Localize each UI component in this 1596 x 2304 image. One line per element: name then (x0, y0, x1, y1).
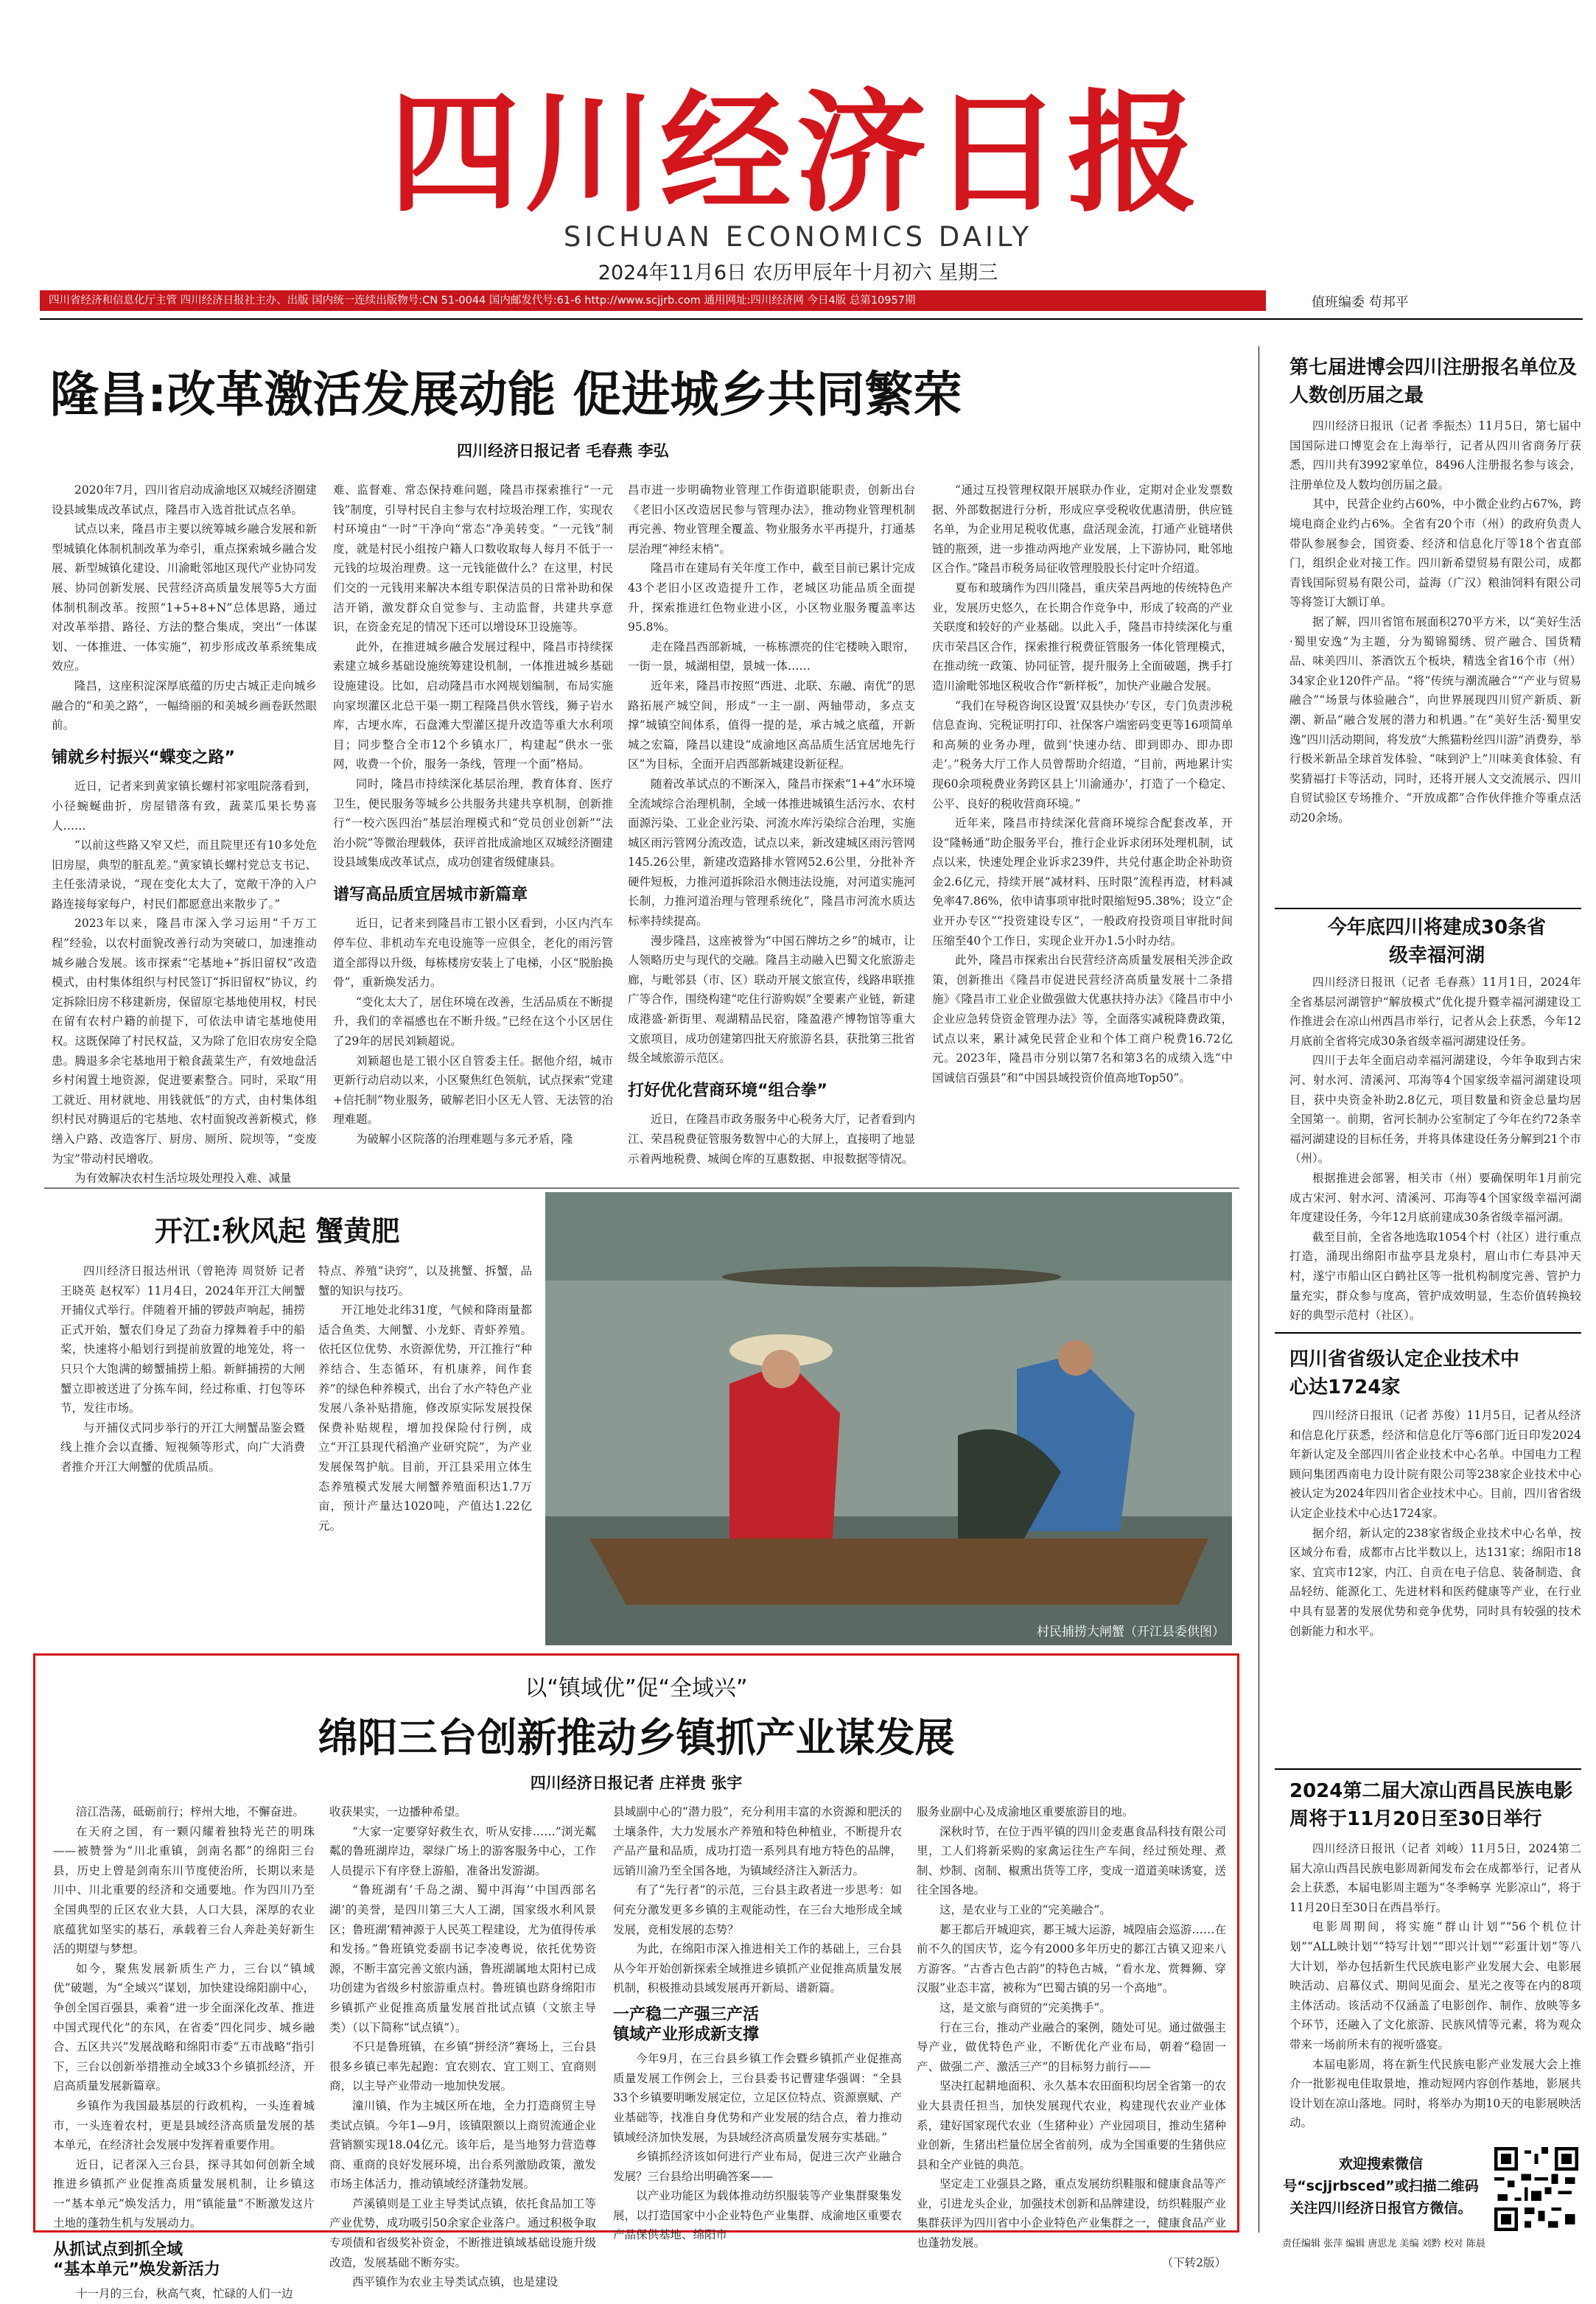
kaijiang-paragraph: 开江地处北纬31度，气候和降雨量都适合鱼类、大闸蟹、小龙虾、青虾养殖。依托区位优势、水资源优势，开江推行“种养结合、生态循环，有机康养，间作套养”的绿色种养模式，出台了水产特色产业发展八条补贴措施，修改原实际发展投保保费补贴规程，增加投保险付行例，成立“开江县现代稻渔产业研究院”，为产业发展保驾护航。目前，开江县采用立体生态养殖模式发展大闸蟹养殖面积达1.7万亩，预计产量达1020吨，产值达1.22亿元。 (318, 1303, 532, 1533)
santai-subhead: 镇域产业形成新支撑 (613, 2025, 760, 2044)
santai-paragraph: 涪江浩荡，砥砺前行；梓州大地，不懈奋进。 (76, 1805, 305, 1818)
news-paragraph: 根据推进会部署，相关市（州）要确保明年1月前完成古宋河、射水河、清溪河、邛海等4个国家级幸福河湖年度建设任务，今年12月底前建成30条省级幸福河湖。 (1289, 1171, 1581, 1225)
santai-subhead: “基本单元”焕发新活力 (53, 2260, 220, 2279)
news-paragraph: 四川经济日报讯（记者 苏俊）11月5日，记者从经济和信息化厅获悉，经济和信息化厅等6部门近日印发2024年新认定及全部四川省企业技术中心名单。中国电力工程顾问集团西南电力设计院有限公司等238家企业技术中心被认定为2024年四川省企业技术中心。目前，四川省省级认定企业技术中心达1724家。 (1289, 1409, 1581, 1520)
lead-paragraph: 隆昌，这座积淀深厚底蕴的历史古城正走向城乡融合的“和美之路”，一幅绮丽的和美城乡画卷跃然眼前。 (52, 679, 317, 732)
news3-headline: 四川省省级认定企业技术中心达1724家 (1289, 1348, 1520, 1398)
masthead-title-graphic (389, 70, 1203, 232)
santai-column-3 (613, 1802, 902, 2242)
lead-paragraph: 近年来，隆昌市持续深化营商环境综合配套改革，开设“隆畅通”助企服务平台，推行企业诉求闭环处理机制，试点以来，快速处理企业诉求239件，共兑付惠企助企补助资金2.6亿元，持续开展“减材料、压时限”流程再造，材料减免率47.86%，依申请事项审批时限缩短95.38%；设立“企业开办专区”“投资建设专区”，一般政府投资项目审批时间压缩至40个工作日，实现企业开办1.5小时办结。 (932, 816, 1233, 948)
lead-paragraph: 近日，记者来到隆昌市工银小区看到，小区内汽车停车位、非机动车充电设施等一应俱全，老化的雨污管道全部得以升级，每栋楼房安装上了电梯，小区“脱胎换骨”，重新焕发活力。 (333, 917, 613, 990)
santai-paragraph: 十一月的三台，秋高气爽，忙碌的人们一边 (76, 2287, 293, 2301)
top-rule (40, 318, 1583, 320)
kaijiang-paragraph: 特点、养殖“诀窍”，以及挑蟹、拆蟹，品蟹的知识与技巧。 (318, 1264, 532, 1298)
news-paragraph: 据介绍，新认定的238家省级企业技术中心名单，按区域分布看，成都市占比半数以上，达131家；绵阳市18家、宜宾市12家，内江、自贡在电子信息、装备制造、食品轻纺、能源化工、先进材料和医药健康等产业，在行业中具有显著的发展优势和竞争优势，同时具有较强的技术创新能力和水平。 (1289, 1526, 1581, 1638)
santai-paragraph: 芦溪镇则是工业主导类试点镇，依托食品加工等产业优势，成功吸引50余家企业落户。通过积极争取专项债和省级奖补资金，不断推进镇域基础设施升级改造，发展基础不断夯实。 (329, 2196, 596, 2269)
kaijiang-headline: 开江:秋风起 蟹黄肥 (155, 1215, 400, 1247)
santai-paragraph: 有了“先行者”的示范，三台县主政者进一步思考：如何充分激发更多乡镇的主观能动性，在三台大地形成全域发展，竞相发展的态势？ (613, 1883, 902, 1936)
santai-paragraph: 西平镇作为农业主导类试点镇，也是建设 (352, 2275, 559, 2289)
santai-paragraph: 乡镇抓经济该如何进行产业布局，促进三次产业融合发展？三台县给出明确答案—— (613, 2150, 902, 2183)
news1-body (1289, 416, 1581, 906)
lead-paragraph: 试点以来，隆昌市主要以统筹城乡融合发展和新型城镇化体制机制改革为牵引，重点探索城乡融合发展、新型城镇化建设、川渝毗邻地区现代产业协同发展、协同创新发展、民营经济高质量发展等5大方面体制机制改革。按照“1+5+8+N”总体思路，通过对改革举措、路径、方法的整合集成，突出“一体谋划、一体推进、一体实施”，初步形成改革系统集成效应。 (52, 522, 317, 673)
kaijiang-paragraph: 四川经济日报达州讯（曾艳涛 周贤娇 记者 王晓英 赵权军）11月4日，2024年开江大闸蟹开捕仪式举行。伴随着开捕的锣鼓声响起，捕捞正式开始，蟹农们身足了劲奋力撑舞着手中的船桨，快速将小船划行到提前放置的地笼处，将一只只个大饱满的螃蟹捕捞上船。新鲜捕捞的大闸蟹立即被送进了分拣车间，经过称重、打包等环节，发往市场。 (60, 1264, 305, 1415)
santai-paragraph: 不只是鲁班镇，在乡镇“拼经济”赛场上，三台县很多乡镇已率先起跑：宜农则农、宜工则工、宜商则商，以主导产业带动一地加快发展。 (329, 2040, 596, 2093)
lead-paragraph: 同时，隆昌市持续深化基层治理，教育体育、医疗卫生，便民服务等城乡公共服务共建共享机制，创新推行“一校六医四治”基层治理模式和“党员创业创新”“法治小院”等微治理载体，获评首批成渝地区双城经济圈建设县域集成改革试点，成功创建省级健康县。 (333, 777, 613, 869)
santai-paragraph: 行在三台，推动产业融合的案例，随处可见。通过做强主导产业，做优特色产业，不断优化产业布局，朝着“稳固一产、做强二产、激活三产”的目标努力前行—— (917, 2020, 1226, 2073)
santai-paragraph: 乡镇作为我国最基层的行政机构，一头连着城市，一头连着农村，更是县域经济高质量发展的基本单元，在经济社会发展中发挥着重要作用。 (53, 2098, 315, 2152)
wechat-promo (1278, 2146, 1583, 2238)
lead-column-4 (932, 480, 1233, 1184)
lead-paragraph: 为有效解决农村生活垃圾处理投入难、减量 (74, 1172, 292, 1186)
santai-column-2 (329, 1802, 596, 2289)
santai-column-1 (53, 1802, 315, 2301)
santai-paragraph: 坚定走工业强县之路，重点发展纺织鞋服和健康食品等产业，引进龙头企业，加强技术创新和品牌建设，纺织鞋服产业集群获评为四川省中小企业特色产业集群之一，健康食品产业也蓬勃发展。 (917, 2177, 1226, 2250)
duty-editor: 值班编委 苟邦平 (1312, 295, 1409, 310)
news-paragraph: 其中，民营企业约占60%，中小微企业约占67%，跨境电商企业约占6%。全省有20个市（州）的政府负责人带队参展参会，国资委、经济和信息化厅等18个省直部门，组织企业对接工作。四川新希望贸易有限公司，成都青钱国际贸易有限公司，益海（广汉）粮油饲料有限公司等将签订大额订单。 (1289, 497, 1581, 609)
news-divider (1275, 1332, 1581, 1334)
lead-paragraph: 此外，隆昌市探索出台民营经济高质量发展相关涉企政策，创新推出《隆昌市促进民营经济高质量发展十二条措施》《隆昌市工业企业做强做大优惠扶持办法》《隆昌市中小企业应急转贷资金管理办法》等，全面落实减税降费政策，试点以来，累计减免民营企业和个体工商户税费16.72亿元。2023年，隆昌市分别以第7名和第3名的成绩入选“中国诚信百强县”和“中国县域投资价值高地Top50”。 (932, 953, 1233, 1085)
crab-harvest-photo (545, 1192, 1232, 1645)
lead-paragraph: 此外，在推进城乡融合发展过程中，隆昌市持续探索建立城乡基础设施统筹建设机制，一体推进城乡基础设施建设。比如，启动隆昌市水网规划编制，布局实施向家坝灌区北总干渠一期工程隆昌供水管线，狮子岩水库，古埂水库，石盘滩大型灌区提升改造等重大水利项目；同步整合全市12个乡镇水厂，构建起“供水一张网，收费一个价，服务一条线，管理一个面”格局。 (333, 640, 613, 771)
lead-paragraph: 隆昌市在建局有关年度工作中，截至目前已累计完成43个老旧小区改造提升工作，老城区功能品质全面提升，探索推进红色物业进小区，小区物业服务覆盖率达95.8%。 (628, 561, 915, 634)
lead-paragraph: “我们在导税咨询区设置‘双县快办’专区，专门负责涉税信息查询、完税证明打印、社保客户端密码变更等16项简单和高频的业务办理，做到‘快速办结、即到即办、即办即走’。”税务大厅工作人员曾帮助介绍道，“目前，两地累计实现60余项税费业务跨区县上‘川渝通办’，打造了一个稳定、公平、良好的税收营商环境。” (932, 698, 1233, 810)
kaijiang-column-1 (60, 1261, 305, 1645)
lead-paragraph: 走在隆昌西部新城，一栋栋漂亮的住宅楼映入眼帘，一街一景，城湖相望，景城一体…… (628, 640, 915, 673)
news4-body (1289, 1839, 1581, 2137)
news4-headline: 2024第二届大凉山西昌民族电影周将于11月20日至30日举行 (1289, 1780, 1573, 1830)
lead-column-1 (52, 480, 317, 1184)
santai-paragraph: 今年9月，在三台县乡镇工作会暨乡镇抓产业促推高质量发展工作例会上，三台县委书记曹建华强调：“全县33个乡镇要明晰发展定位，立足区位特点、资源禀赋、产业基础等，找准自身优势和产业发展的结合点，着力推动镇域经济加快发展，为县域经济高质量发展夯实基础。” (613, 2052, 902, 2144)
news2-headline: 今年底四川将建成30条省级幸福河湖 (1327, 917, 1547, 967)
santai-paragraph: 这，是农业与工业的“完美融合”。 (939, 1902, 1111, 1916)
lead-paragraph: 近年来，隆昌市按照“西进、北联、东融、南优”的思路拓展产城空间，形成“一主一副、两轴带动，多点支撑”城镇空间体系，值得一提的是，承古城之底蕴，开新城之宏篇，隆昌以建设“成渝地区高品质生活宜居地先行区”为目标，全面开启西部新城建设新征程。 (628, 679, 915, 771)
santai-paragraph: 潼川镇，作为主城区所在地，全力打造商贸主导类试点镇。今年1—9月，该镇限额以上商贸流通企业营销额实现18.04亿元。该年后，是当地努力营造尊商、重商的良好发展环境，出台系列激励政策，激发市场主体活力，推动镇域经济蓬勃发展。 (329, 2098, 596, 2191)
santai-headline: 绵阳三台创新推动乡镇抓产业谋发展 (318, 1715, 955, 1761)
news-paragraph: 电影周期间，将实施“群山计划”“56个机位计划”“ALL映计划”“特写计划”“即兴计划”“彩蛋计划”等八大计划，举办包括新生代民族电影产业发展大会、电影展映活动、启幕仪式、期间见面会、星光之夜等在内的8项主体活动。该活动不仅涵盖了电影创作、制作、放映等多个环节，还融入了文化旅游、民族风情等元素，将为观众带来一场前所未有的视听盛宴。 (1289, 1920, 1581, 2051)
lead-paragraph: “以前这些路又窄又烂，而且院里还有10多处危旧房屋，典型的脏乱差。”黄家镇长螺村党总支书记、主任张清录说，“现在变化太大了，宽敞干净的入户路连接每家每户，村民们都愿意出来散步了。” (52, 838, 317, 911)
lead-paragraph: 昌市进一步明确物业管理工作街道职能职责，创新出台《老旧小区改造居民参与管理办法》，推动物业管理机制再完善、物业管理全覆盖、物业服务水平再提升，打通基层治理“神经末梢”。 (628, 483, 915, 556)
lead-column-2 (333, 480, 613, 1184)
santai-paragraph: 以产业功能区为载体推动纺织服装等产业集群聚集发展，以打造国家中小企业特色产业集群、成渝地区重要农产品保供基地、绵阳市 (613, 2189, 902, 2242)
santai-paragraph: 为此，在绵阳市深入推进相关工作的基础上，三台县从今年开始创新探索全域推进乡镇抓产业促推高质量发展机制，积极推动县域发展再开新局、谱新篇。 (613, 1942, 902, 1995)
lead-paragraph: 近日，记者来到黄家镇长螺村祁家咀院落看到，小径蜿蜒曲折，房屋错落有致，蔬菜瓜果长势喜人…… (52, 780, 317, 833)
santai-kicker: 以“镇域优”促“全域兴” (525, 1676, 748, 1701)
lead-paragraph: 难、监督难、常态保持难问题，隆昌市探索推行“一元钱”制度，引导村民自主参与农村垃圾治理工作，实现农村环境由“一时”干净向“常态”净美转变。“一元钱”制度，就是村民小组按户籍人口数收取每人每月不低于一元钱的垃圾治理费。这一元钱能做什么？在这里，村民们交的一元钱用来解决本组专职保洁员的日常补助和保洁开销，激发群众自觉参与、主动监督，共建共享意识，在资金充足的情况下还可以增设环卫设施等。 (333, 483, 613, 634)
santai-subhead: 一产稳二产强三产活 (613, 2005, 760, 2024)
santai-paragraph: “大家一定要穿好救生衣，听从安排……”浏光粼粼的鲁班湖岸边，翠绿广场上的游客服务中心，工作人员提示下有序登上游船，准备出发游湖。 (329, 1824, 596, 1877)
santai-paragraph: 坚决扛起耕地面积、永久基本农田面积均居全省第一的农业大县责任担当，加快发展现代农业，构建现代农业产业体系，建好国家现代农业（生猪种业）产业园项目，推动生猪种业创新，生猪出栏量位居全省前列，成为全国重要的生猪供应县和全产业链的典范。 (917, 2079, 1226, 2171)
publication-info-bar: 四川省经济和信息化厅主管 四川经济日报社主办、出版 国内统一连续出版物号:CN 51-0044 国内邮发代号:61-6 http://www.scjjrb.com 通用网址:四川经济网 今日4版 总第10957期 (40, 290, 1266, 311)
dateline: 2024年11月6日 农历甲辰年十月初六 星期三 (598, 262, 998, 284)
santai-continued: （下转2版） (1161, 2255, 1226, 2269)
santai-paragraph: 这，是文旅与商贸的“完美携手”。 (939, 2000, 1111, 2014)
santai-paragraph: 服务业副中心及成渝地区重要旅游目的地。 (917, 1805, 1134, 1818)
santai-paragraph: “鲁班湖有‘千岛之湖、蜀中洱海’‘中国西部名湖’的美誉，是四川第三大人工湖，国家级水利风景区；鲁班湖‘精神源于人民英工程建设，尤为值得传承和发扬。”鲁班镇党委副书记李凌粤说，依托优势资源，不断丰富完善文旅内涵，鲁班湖属地太阳村已成功创建为省级乡村旅游重点村。鲁班镇也跻身绵阳市乡镇抓产业促推高质量发展首批试点镇（文旅主导类）（以下简称“试点镇”）。 (329, 1883, 596, 2034)
masthead-subtitle: SICHUAN ECONOMICS DAILY (563, 221, 1033, 253)
santai-paragraph: 近日，记者深入三台县，探寻其如何创新全域推进乡镇抓产业促推高质量发展机制，让乡镇这一“基本单元”焕发活力，用“镇能量”不断激发这片土地的蓬勃生机与发展动力。 (53, 2157, 315, 2230)
santai-paragraph: 在天府之国，有一颗闪耀着独特光芒的明珠——被赞誉为“川北重镇，剑南名都”的绵阳三台县，历史上曾是剑南东川节度使治所，长期以来是川中、川北重要的经济和交通要地。作为四川乃至全国典型的丘区农业大县，人口大县，深厚的农业底蕴犹如坚实的基石，承载着三台人奔赴美好新生活的期望与梦想。 (53, 1824, 315, 1956)
photo-scene (545, 1192, 1232, 1645)
lead-paragraph: 为破解小区院落的治理难题与多元矛盾，隆 (356, 1132, 573, 1146)
news3-body (1289, 1406, 1581, 1763)
lead-headline: 隆昌:改革激活发展动能 促进城乡共同繁荣 (50, 366, 962, 423)
wechat-promo-text: 欢迎搜索微信号“scjjrbsced”或扫描二维码关注四川经济日报官方微信。 (1283, 2156, 1479, 2216)
kaijiang-paragraph: 与开捕仪式同步举行的开江大闸蟹品鉴会暨线上推介会以直播、短视频等形式，向广大消费者推介开江大闸蟹的优质品质。 (60, 1421, 305, 1474)
news-paragraph: 四川经济日报讯（记者 毛春燕）11月1日，2024年全省基层河湖管护“解放模式”优化提升暨幸福河湖建设工作推进会在凉山州西昌市举行，记者从会上获悉，今年12月底前全省将完成30条省级幸福河湖建设任务。 (1289, 976, 1581, 1048)
masthead-title: 四川经济日报 (389, 77, 1203, 230)
lead-subhead: 谱写高品质宜居城市新篇章 (333, 885, 528, 904)
santai-column-4 (917, 1802, 1226, 2269)
lead-paragraph: 2020年7月，四川省启动成渝地区双城经济圈建设县域集成改革试点，隆昌市入选首批试点名单。 (52, 483, 317, 517)
news1-headline: 第七届进博会四川注册报名单位及人数创历届之最 (1289, 357, 1578, 407)
santai-byline: 四川经济日报记者 庄祥贵 张宇 (530, 1774, 743, 1792)
news-paragraph: 截至目前，全省各地选取1054个村（社区）进行重点打造，涌现出绵阳市盐亭县龙泉村，眉山市仁寿县冲天村，遂宁市船山区白鹤社区等一批机构制度完善、管护力量充实，群众参与度高，管护成效明显，生态价值转换较好的典型示范村（社区）。 (1289, 1230, 1581, 1323)
santai-paragraph: 如今，聚焦发展新质生产力，三台以“镇域优”破题，为“全域兴”谋划，加快建设绵阳副中心，争创全国百强县，乘着“进一步全面深化改革、推进中国式现代化”的东风，在省委“四化同步、城乡融合、五区共兴”发展战略和绵阳市委“五市战略”指引下，三台以创新举措推动全域33个乡镇抓经济，开启高质量发展新篇章。 (53, 1961, 315, 2093)
news-divider (1275, 908, 1581, 909)
photo-caption: 村民捕捞大闸蟹（开江县委供图） (1037, 1625, 1225, 1639)
santai-paragraph: 收获果实，一边播种希望。 (329, 1805, 467, 1818)
lead-paragraph: 2023年以来，隆昌市深入学习运用“千万工程”经验，以农村面貌改善行动为突破口，加速推动城乡融合发展。该市探索“宅基地+”拆旧留权”改造模式，由村集体组织与村民签订“拆旧留权”协议，约定拆除旧房不移建新房，保留原宅基地使用权，村民在留有农村户籍的前提下，可依法申请宅基地使用权。这既保障了村民权益，又为除了危旧农房安全隐患。腾退多余宅基地用于粮食蔬菜生产，有效地盘活乡村闲置土地资源，促进要素整合。同时，采取“用工就近、用材就地、用钱就低”的方式，由村集体组织村民对腾退后的宅基地、农村面貌改善新模式，修缮入户路、改造客厅、厨房、厕所、院坝等，“变废为宝”带动村民增收。 (52, 917, 317, 1166)
lead-paragraph: 刘颖超也是工银小区自管委主任。据他介绍，城市更新行动启动以来，小区聚焦红色领航，试点探索“党建+信托制”物业服务，破解老旧小区无人管、无法管的治理难题。 (333, 1054, 613, 1127)
lead-paragraph: “通过互投管理权限开展联办作业，定期对企业发票数据、外部数据进行分析，形成应享受税收优惠清册，供应链名单，为企业用足税收优惠，盘活现金流，打通产业链堵供链的瓶颈，进一步推动两地产业发展，上下游协同，毗邻地区合作。”隆昌市税务局征收管理股股长付定叶介绍道。 (932, 483, 1233, 575)
lead-paragraph: 夏布和玻璃作为四川隆昌，重庆荣昌两地的传统特色产业，发展历史悠久，在长期合作竞争中，形成了较高的产业关联度和较好的产业基础。以此入手，隆昌市持续深化与重庆市荣昌区合作，探索推行税费征管服务一体化管理模式，在推动统一政策、协同征管，提升服务上全面破题，携手打造川渝毗邻地区税收合作“新样板”，加快产业融合发展。 (932, 581, 1233, 693)
lead-subhead: 打好优化营商环境“组合拳” (628, 1081, 827, 1100)
kaijiang-column-2 (318, 1261, 532, 1645)
news-paragraph: 四川于去年全面启动幸福河湖建设，今年争取到古宋河、射水河、清溪河、邛海等4个国家级幸福河湖建设项目，获中央资金补助2.8亿元，项目数量和资金总量均居全国第一。前期，省河长制办公室制定了今年在约72条幸福河湖建设的目标任务，并将具体建设任务分解到21个市（州）。 (1289, 1054, 1581, 1166)
lead-column-3 (628, 480, 915, 1184)
lead-paragraph: 漫步隆昌，这座被誉为“中国石牌坊之乡”的城市，让人领略历史与现代的交融。隆昌主动融入巴蜀文化旅游走廊，与毗邻县（市、区）联动开展文旅宣传，线路串联推广等合作，围绕构建“吃住行游购娱”全要素产业链，新建成港盛·新街里、观湖精品民宿，隆盈港产博物馆等重大文旅项目，成功创建第四批天府旅游名县，获批第三批省级全域旅游示范区。 (628, 934, 915, 1065)
news-paragraph: 本届电影周，将在新生代民族电影产业发展大会上推介一批影视电佳取景地，推动短网内容创作基地，影展共设计划在凉山落地。同时，将举办为期10天的电影展映活动。 (1289, 2057, 1581, 2130)
santai-paragraph: 郪王都后开城迎宾，郪王城大运游，城隍庙会巡游……在前不久的国庆节，迄今有2000多年历史的郪江古镇又迎来八方游客。“古香古色古韵”的特色古城，“看水龙、赏舞狮、穿汉服”业态丰富，被称为“巴蜀古镇的另一个高地”。 (917, 1922, 1226, 1995)
news-divider (1275, 1768, 1581, 1770)
lead-paragraph: 随着改革试点的不断深入，隆昌市探索“1+4”水环境全流域综合治理机制，全域一体推进城镇生活污水、农村面源污染、工业企业污染、河流水库污染综合治理，实施城区雨污管网分流改造，试点以来，新改建城区雨污管网145.26公里，新建改造路排水管网52.6公里，分批补齐硬件短板，力推河道拆除沿水侧违法设施，对河道实施河长制，力推河道治理与管理系统化”，隆昌市河流水质达标率持续提高。 (628, 777, 915, 928)
news-paragraph: 据了解，四川省馆布展面积270平方米，以“美好生活·蜀里安逸”为主题，分为蜀锦蜀绣、贸产融合、国货精品、味美四川、茶酒饮五个板块，精选全省16个市（州）34家企业120件产品。“将“传统与潮流融合”“产业与贸易融合”“场景与体验融合”，向世界展现四川贸产新质、新潮、新品“融合发展的潜力和机遇。”在“美好生活·蜀里安逸”四川活动期间，将发放“大熊猫粉丝四川游”消费券，举行极米新品全球首发体验、“味到沪上”川味美食体验、有奖猜福打卡等活动，同时，还将开展人文交流展示、四川自贸试验区专场推介、“开放成都”合作伙伴推介等重点活动20余场。 (1289, 614, 1581, 824)
news2-body (1289, 973, 1581, 1328)
qr-code-icon[interactable] (1494, 2147, 1578, 2231)
santai-paragraph: 深秋时节，在位于西平镇的四川金麦惠食品科技有限公司里，工人们将新采购的家禽运往生产车间，经过预处理、煮制、炒制、卤制、椒熏出货等工序，变成一道道美味诱宴，送往全国各地。 (917, 1824, 1226, 1897)
lead-paragraph: “变化太大了，居住环境在改善，生活品质在不断提升，我们的幸福感也在不断升级。”已经在这个小区居住了29年的居民刘颖超说。 (333, 995, 613, 1048)
lead-byline: 四川经济日报记者 毛春燕 李弘 (457, 442, 669, 460)
news-paragraph: 四川经济日报讯（记者 季振杰）11月5日，第七届中国国际进口博览会在上海举行，记者从四川省商务厅获悉，四川共有3992家单位，8496人注册报名参与该会，注册单位及人数均创历届之最。 (1289, 419, 1581, 491)
lead-paragraph: 近日，在隆昌市政务服务中心税务大厅，记者看到内江、荣昌税费征管服务数智中心的大屏上，直接明了地显示着两地税费、城闽仓库的互惠数据、申报数据等情况。 (628, 1113, 915, 1166)
santai-paragraph: 县域副中心的“潜力股”，充分利用丰富的水资源和肥沃的土壤条件，大力发展水产养殖和特色种植业，不断提升农产品产量和品质，成功打造一系列具有地方特色的品牌，远销川渝乃至全国各地，为镇域经济注入新活力。 (613, 1805, 902, 1877)
santai-subhead: 从抓试点到抓全域 (53, 2241, 183, 2260)
lead-subhead: 铺就乡村振兴“蝶变之路” (52, 748, 235, 767)
news-paragraph: 四川经济日报讯（记者 刘峻）11月5日，2024第二届大凉山西昌民族电影周新闻发布会在成都举行，记者从会上获悉，本届电影周主题为“冬季畅享 光影凉山”，将于11月20日至30日在西昌举行。 (1289, 1842, 1581, 1914)
masthead-logo (389, 70, 1203, 232)
page-footer-credits: 责任编辑 张萍 编辑 唐思龙 美编 刘黔 校对 陈晨 (1282, 2238, 1485, 2249)
